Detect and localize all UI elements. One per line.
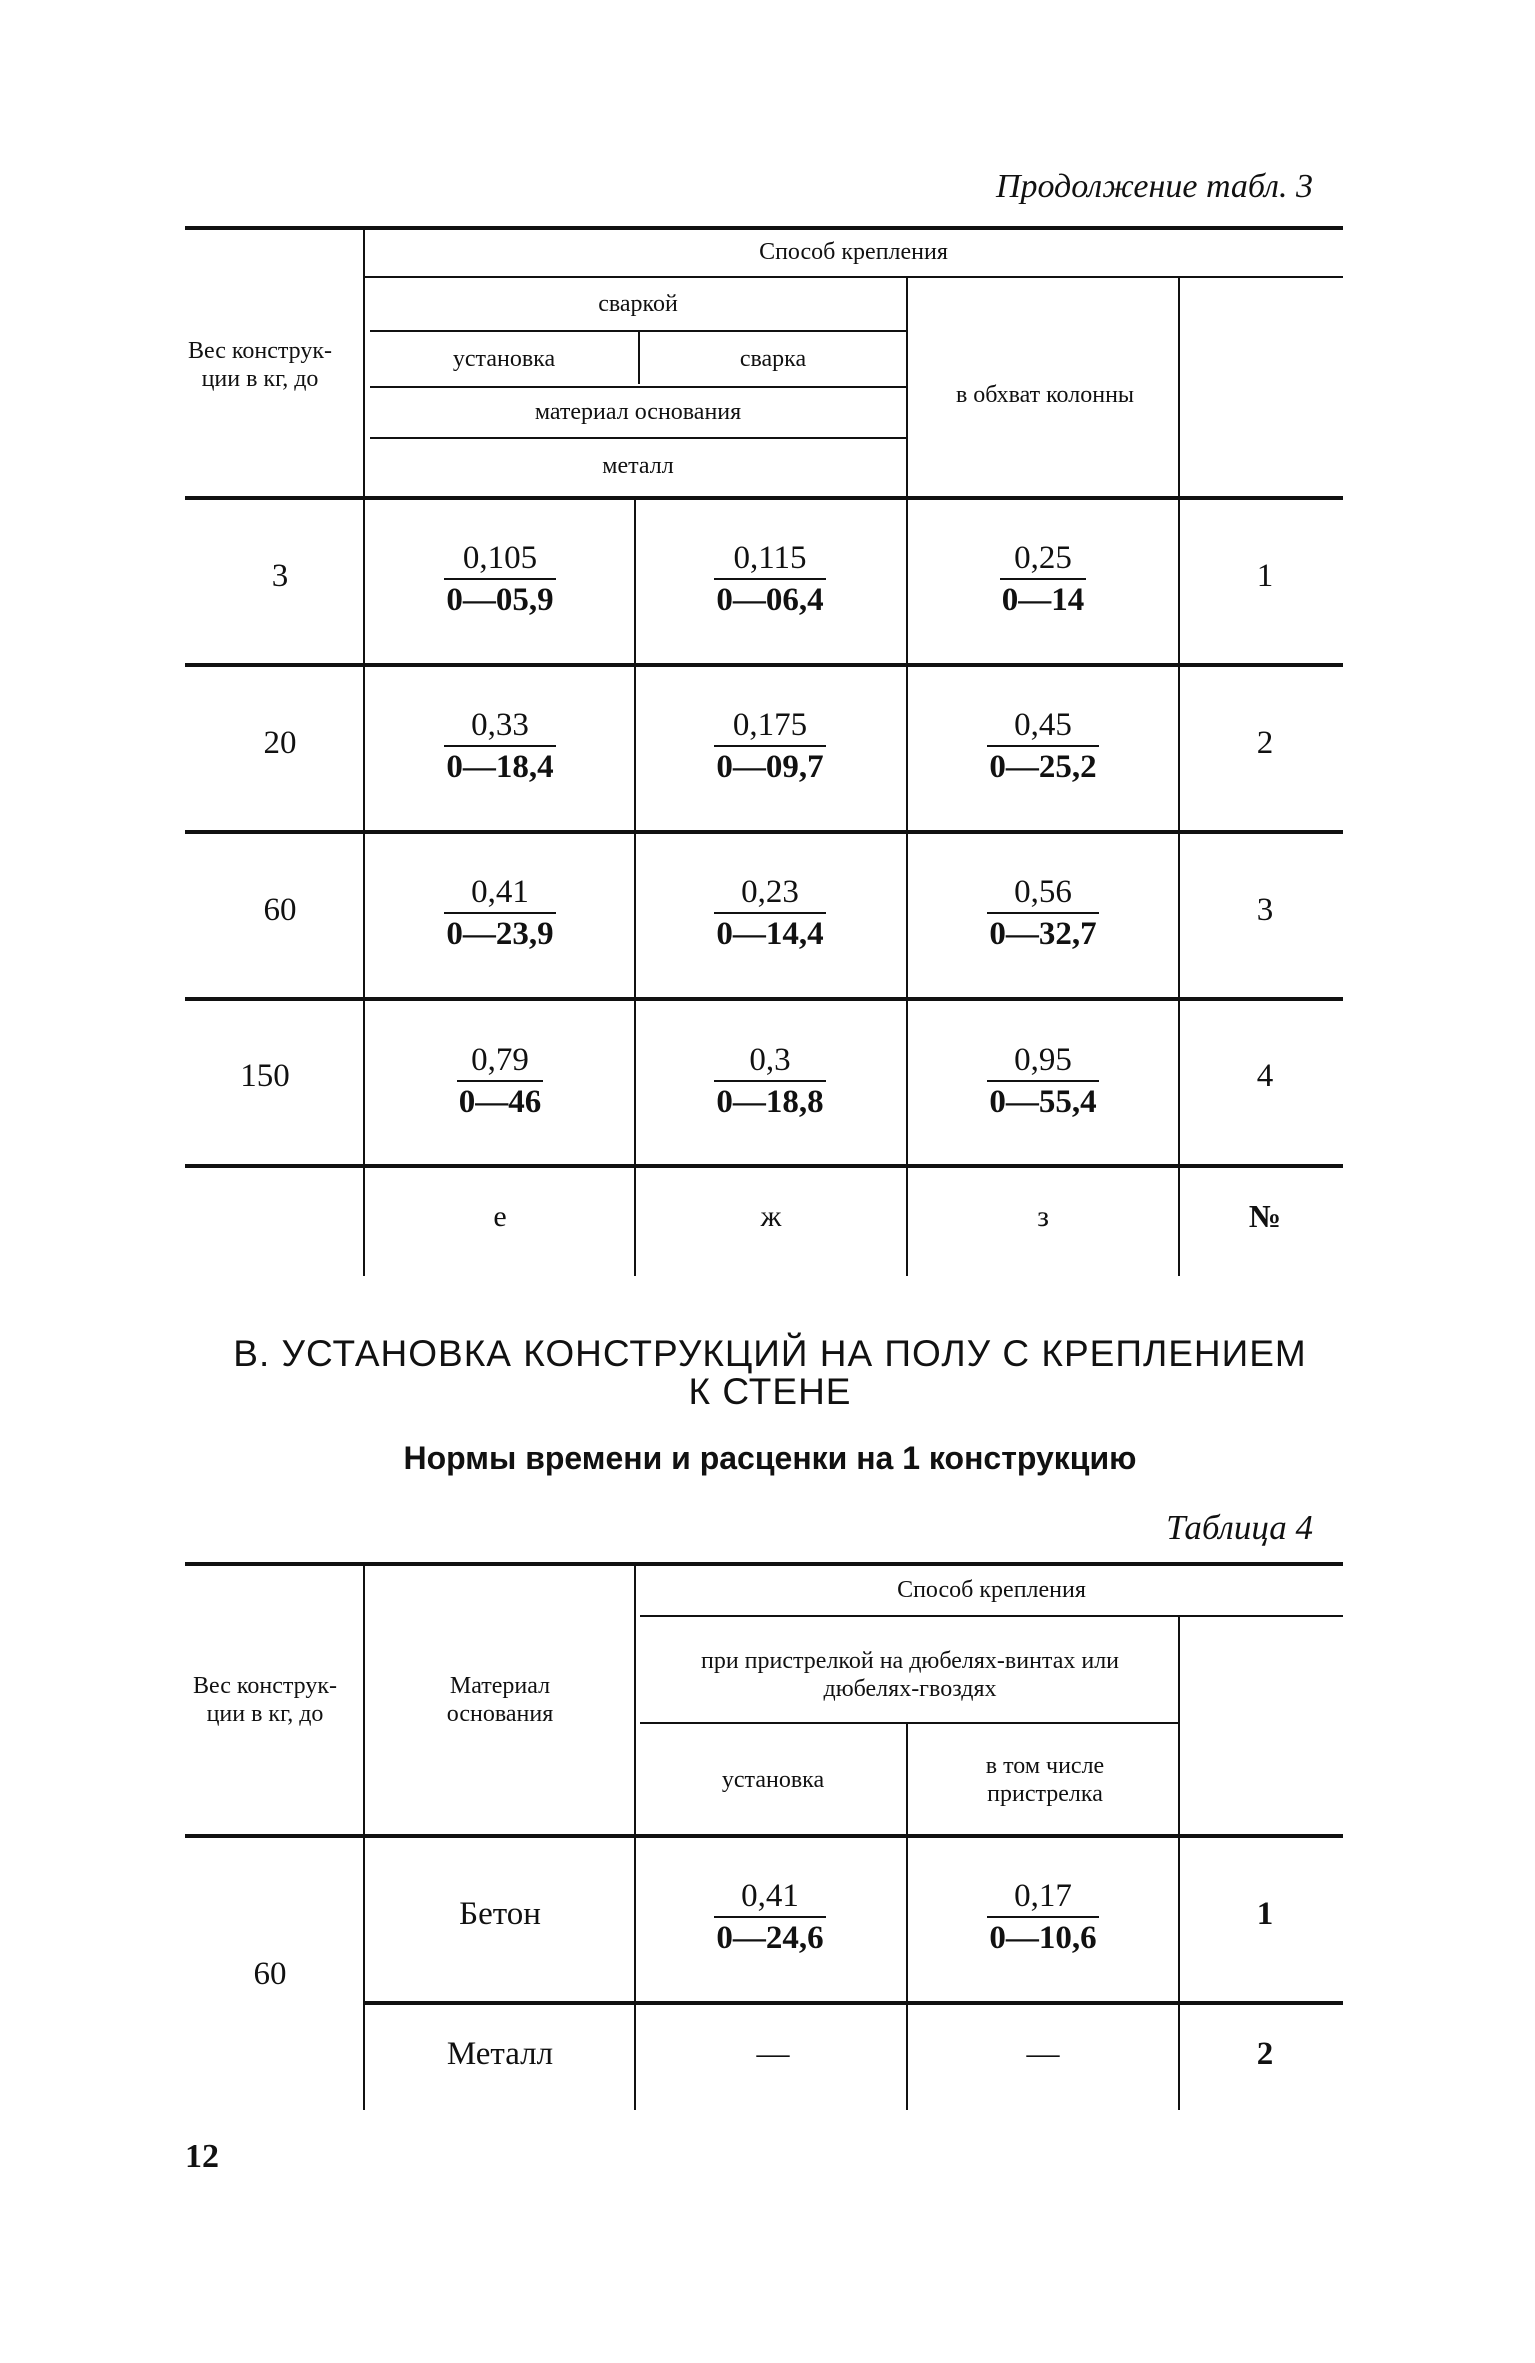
table3-row4-no: 4 <box>1256 1058 1274 1094</box>
table4-row-rule <box>364 2001 1343 2005</box>
table3-footer-z: з <box>1037 1200 1049 1233</box>
table3-row-rule <box>185 663 1343 667</box>
table4-method-header: Способ крепления <box>897 1576 1086 1603</box>
table3-row3-weight: 60 <box>263 892 297 928</box>
table4-shot-header: при пристрелкой на дюбелях-винтах или дюбелях-гвоздях <box>700 1648 1120 1702</box>
table4-row2-incl: — <box>1026 2036 1060 2072</box>
page-number: 12 <box>185 2138 219 2175</box>
table4-base-header: Материал основания <box>446 1673 554 1727</box>
table3-row1-z: $\frac{0,25}{0—14}$ <box>1001 540 1085 618</box>
table3-header-rule <box>185 496 1343 500</box>
table3-vline-4 <box>1178 278 1180 496</box>
table3-row2-e: $\frac{0,33}{0—18,4}$ <box>446 707 554 785</box>
table3-install-header: установка <box>452 346 556 372</box>
table3-welding-header: сваркой <box>598 291 678 317</box>
table3-row2-no: 2 <box>1256 725 1274 761</box>
table4-row1-no: 1 <box>1256 1896 1274 1932</box>
table3-row3-zh: $\frac{0,23}{0—14,4}$ <box>716 874 824 952</box>
table3-row1-weight: 3 <box>271 558 289 594</box>
table3-body-vline-3 <box>906 500 908 1276</box>
table4-incl-header: в том числе пристрелка <box>985 1753 1105 1807</box>
table4-row1-material: Бетон <box>459 1896 541 1932</box>
table3-method-header: Способ крепления <box>759 239 948 265</box>
table3-row4-weight: 150 <box>240 1058 290 1094</box>
table4-row1-incl: $\frac{0,17}{0—10,6}$ <box>989 1878 1097 1956</box>
table4-weight-header: Вес конструк-ции в кг, до <box>193 1673 337 1727</box>
table3-row-rule <box>185 830 1343 834</box>
section-title <box>170 1335 1370 1411</box>
table3-body-vline-4 <box>1178 500 1180 1276</box>
table4-row2-material: Металл <box>446 2036 554 2072</box>
table3-body-vline-2 <box>634 500 636 1276</box>
table4-row2-no: 2 <box>1256 2036 1274 2072</box>
table3-row2-z: $\frac{0,45}{0—25,2}$ <box>989 707 1097 785</box>
table3-row-rule <box>185 997 1343 1001</box>
table3-footer-e: е <box>493 1200 507 1233</box>
section-subtitle: Нормы времени и расценки на 1 конструкцию <box>403 1440 1137 1476</box>
table3-row1-zh: $\frac{0,115}{0—06,4}$ <box>716 540 824 618</box>
table4-rule-method <box>640 1615 1343 1617</box>
table3-row2-weight: 20 <box>263 725 297 761</box>
table3-row3-e: $\frac{0,41}{0—23,9}$ <box>446 874 554 952</box>
table3-rule-base <box>370 437 906 439</box>
table3-metal-header: металл <box>602 453 674 479</box>
table3-weight-header: Вес конструк-ции в кг, до <box>188 338 332 392</box>
table3-row3-z: $\frac{0,56}{0—32,7}$ <box>989 874 1097 952</box>
table3-row4-e: $\frac{0,79}{0—46}$ <box>458 1042 542 1120</box>
table3-caption: Продолжение табл. 3 <box>995 168 1313 205</box>
section-title-line1: В. УСТАНОВКА КОНСТРУКЦИЙ НА ПОЛУ С КРЕПЛЕНИЕМ <box>233 1333 1307 1374</box>
table4-row1-install: $\frac{0,41}{0—24,6}$ <box>716 1878 824 1956</box>
table3-column-header: в обхват колонны <box>955 382 1135 408</box>
table3-body-vline-1 <box>363 500 365 1276</box>
table3-footer-no: № <box>1248 1198 1282 1234</box>
table4-rule-shot <box>640 1722 1178 1724</box>
table3-row1-no: 1 <box>1256 558 1274 594</box>
table3-row4-z: $\frac{0,95}{0—55,4}$ <box>989 1042 1097 1120</box>
table3-base-header: материал основания <box>534 399 742 425</box>
table3-weld-header: сварка <box>739 346 807 372</box>
table3-row-rule <box>185 1164 1343 1168</box>
table3-footer-zh: ж <box>760 1200 782 1233</box>
table4-install-header: установка <box>721 1767 825 1793</box>
table4-weight: 60 <box>253 1956 287 1992</box>
table4-caption: Таблица 4 <box>1166 1508 1313 1547</box>
table3-rule-method <box>364 276 1343 278</box>
table3-row1-e: $\frac{0,105}{0—05,9}$ <box>446 540 554 618</box>
table3-row4-zh: $\frac{0,3}{0—18,8}$ <box>716 1042 824 1120</box>
section-title-line2: К СТЕНЕ <box>688 1371 852 1412</box>
table3-row3-no: 3 <box>1256 892 1274 928</box>
table3-row2-zh: $\frac{0,175}{0—09,7}$ <box>716 707 824 785</box>
table4-header-rule <box>185 1834 1343 1838</box>
table4-row2-install: — <box>756 2036 790 2072</box>
table3-vline-3 <box>906 278 908 496</box>
